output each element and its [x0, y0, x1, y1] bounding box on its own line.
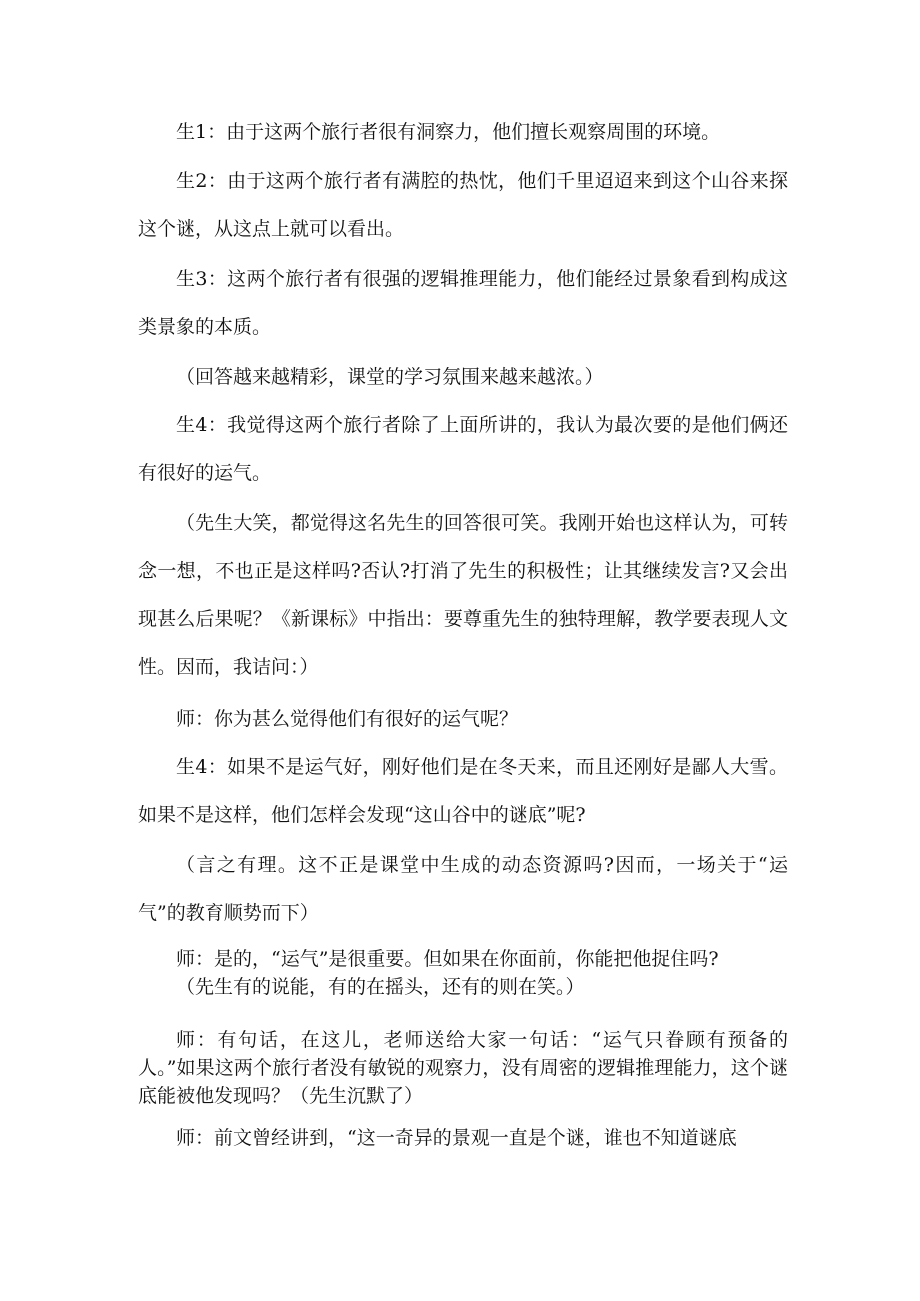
paragraph-note-laughter: （先生大笑，都觉得这名先生的回答很可笑。我刚开始也这样认为，可转念一想，不也正是这样吗?否认?打消了先生的积极性；让其继续发言?又会出现甚么后果呢？《新课标》中指出：要尊重先生的独特理解，教学要表现人文性。因而，我诘问：）: [138, 512, 788, 678]
paragraph-student3: 生3：这两个旅行者有很强的逻辑推理能力，他们能经过景象看到构成这类景象的本质。: [138, 268, 788, 338]
paragraph-teacher-luck: 师：是的，“运气”是很重要。但如果在你面前，你能把他捉住吗?: [176, 948, 719, 970]
paragraph-student4-luck: 生4：我觉得这两个旅行者除了上面所讲的，我认为最次要的是他们俩还有很好的运气。: [138, 414, 788, 484]
paragraph-note-reactions: （先生有的说能，有的在摇头，还有的则在笑。）: [176, 976, 585, 998]
paragraph-student4-answer: 生4：如果不是运气好，刚好他们是在冬天来，而且还刚好是鄙人大雪。如果不是这样，他们怎样会发现“这山谷中的谜底”呢?: [138, 756, 788, 826]
paragraph-teacher-mystery: 师：前文曾经讲到，“这一奇异的景观一直是个谜，谁也不知道谜底: [176, 1127, 737, 1149]
paragraph-teacher-saying: 师：有句话，在这儿，老师送给大家一句话：“运气只眷顾有预备的人。”如果这两个旅行者没有敏锐的观察力，没有周密的逻辑推理能力，这个谜底能被他发现吗？（先生沉默了）: [138, 1029, 788, 1107]
paragraph-note-atmosphere: （回答越来越精彩，课堂的学习氛围来越来越浓。）: [176, 366, 604, 388]
paragraph-teacher-question: 师：你为甚么觉得他们有很好的运气呢？: [176, 708, 519, 730]
paragraph-student2: 生2：由于这两个旅行者有满腔的热忱，他们千里迢迢来到这个山谷来探这个谜，从这点上就可以看出。: [138, 170, 788, 240]
paragraph-student1: 生1：由于这两个旅行者很有洞察力，他们擅长观察周围的环境。: [176, 121, 721, 143]
paragraph-note-resource: （言之有理。这不正是课堂中生成的动态资源吗?因而，一场关于“运气”的教育顺势而下）: [138, 854, 788, 924]
